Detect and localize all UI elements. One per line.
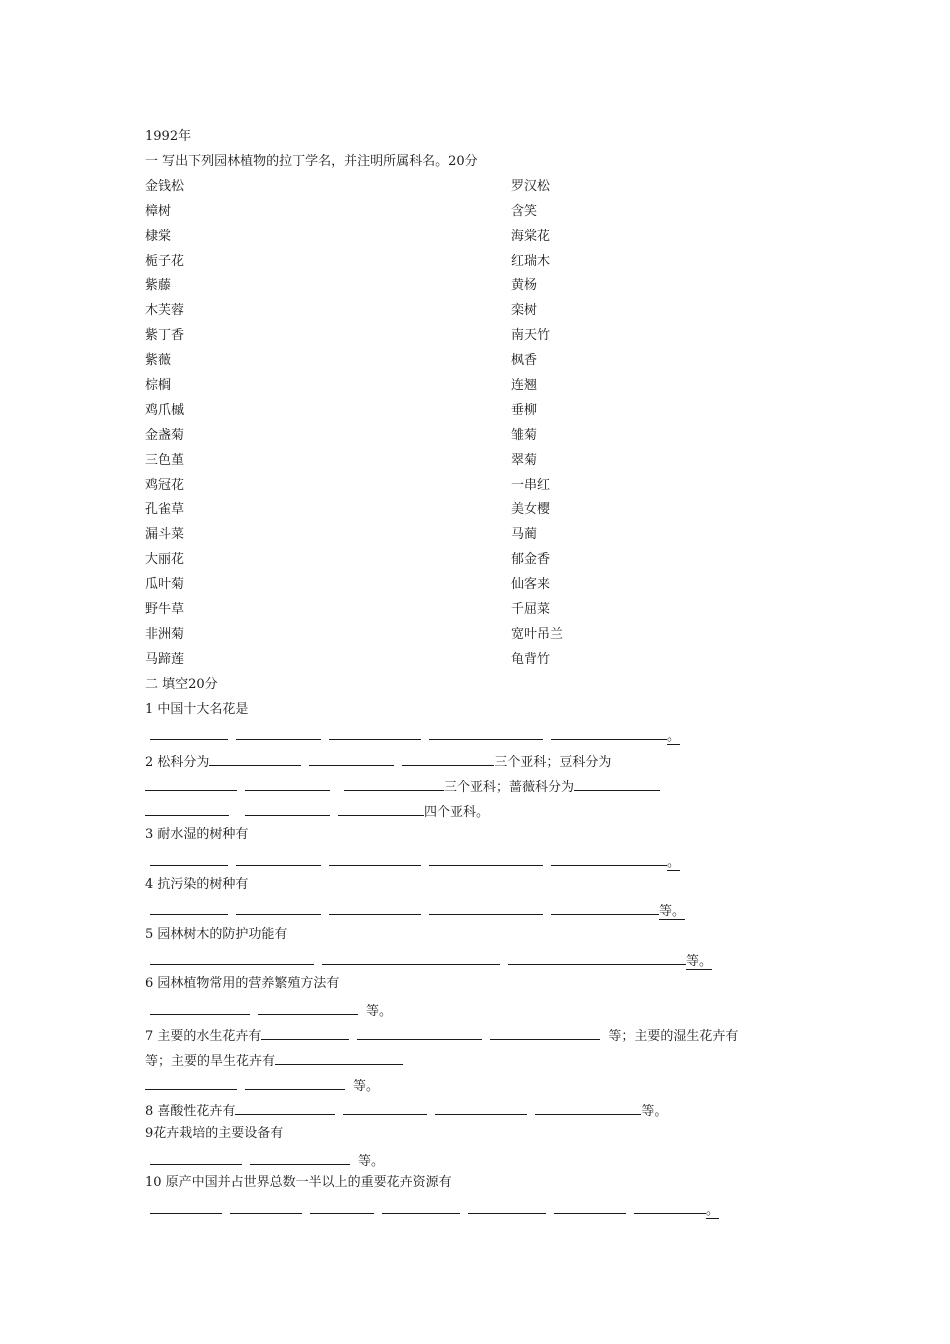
- answer-blank[interactable]: [258, 1000, 358, 1015]
- list-item: 翠菊: [511, 453, 538, 468]
- list-item: 鸡爪槭: [145, 403, 185, 418]
- list-item: 栀子花: [145, 254, 185, 269]
- answer-blank[interactable]: [338, 801, 424, 816]
- answer-blank[interactable]: [382, 1199, 460, 1214]
- answer-blank[interactable]: [261, 1025, 349, 1040]
- list-item: 紫丁香: [145, 328, 185, 343]
- answer-blank[interactable]: [145, 776, 237, 791]
- answer-end-mark: 等。: [353, 1079, 380, 1094]
- answer-end-mark: 等。: [659, 904, 686, 919]
- answer-blank[interactable]: [145, 801, 229, 816]
- answer-blank[interactable]: [150, 900, 228, 915]
- answer-blank[interactable]: [150, 725, 228, 740]
- list-item: 仙客来: [511, 577, 551, 592]
- list-item: 木芙蓉: [145, 303, 185, 318]
- answer-blank[interactable]: [535, 1100, 641, 1115]
- list-item: 含笑: [511, 204, 538, 219]
- list-item: 美女樱: [511, 502, 551, 517]
- answer-blank[interactable]: [435, 1100, 527, 1115]
- answer-blank[interactable]: [150, 1150, 242, 1165]
- list-item: 樟树: [145, 204, 172, 219]
- answer-row-1: [150, 725, 680, 746]
- list-item: 紫藤: [145, 278, 172, 293]
- answer-blank[interactable]: [245, 801, 330, 816]
- answer-blank[interactable]: [245, 776, 330, 791]
- answer-end-mark: 等。: [686, 954, 713, 969]
- answer-row-3: [150, 851, 680, 872]
- answer-blank[interactable]: [329, 900, 421, 915]
- list-item: 非洲菊: [145, 627, 185, 642]
- answer-end-mark: 等。: [366, 1004, 393, 1019]
- list-item: 海棠花: [511, 229, 551, 244]
- answer-end-mark: 等。: [358, 1154, 385, 1169]
- list-item: 枫香: [511, 353, 538, 368]
- answer-blank[interactable]: [402, 751, 494, 766]
- answer-row-5: [150, 950, 712, 971]
- answer-blank[interactable]: [508, 950, 686, 965]
- question-7-text-b: 等；主要的湿生花卉有: [608, 1029, 739, 1044]
- answer-blank[interactable]: [344, 776, 444, 791]
- section1-title: 一 写出下列园林植物的拉丁学名，并注明所属科名。20分: [145, 154, 478, 169]
- list-item: 雏菊: [511, 428, 538, 443]
- question-2-text-d: 四个亚科。: [424, 805, 490, 820]
- year-heading: 1992年: [145, 129, 192, 144]
- answer-blank[interactable]: [245, 1075, 345, 1090]
- list-item: 孔雀草: [145, 502, 185, 517]
- question-2-text-b: 三个亚科；豆科分为: [494, 755, 612, 770]
- answer-blank[interactable]: [250, 1150, 350, 1165]
- list-item: 野牛草: [145, 602, 185, 617]
- answer-row-6: [150, 1000, 392, 1021]
- answer-blank[interactable]: [150, 950, 314, 965]
- question-2-text-a: 2 松科分为: [145, 755, 210, 770]
- question-2-cont: [145, 776, 660, 797]
- answer-blank[interactable]: [236, 900, 321, 915]
- answer-row-10: [150, 1199, 719, 1220]
- list-item: 连翘: [511, 378, 538, 393]
- answer-blank[interactable]: [275, 1050, 403, 1065]
- answer-blank[interactable]: [329, 725, 421, 740]
- question-4: 4 抗污染的树种有: [145, 877, 249, 892]
- list-item: 宽叶吊兰: [511, 627, 564, 642]
- answer-blank[interactable]: [150, 1199, 222, 1214]
- list-item: 马蔺: [511, 527, 538, 542]
- list-item: 瓜叶菊: [145, 577, 185, 592]
- question-7-cont2: [145, 1075, 379, 1096]
- answer-blank[interactable]: [551, 725, 667, 740]
- answer-end-mark: 。: [667, 855, 681, 870]
- list-item: 郁金香: [511, 552, 551, 567]
- answer-row-9: [150, 1150, 384, 1171]
- question-2-text-c: 三个亚科；蔷薇科分为: [444, 780, 575, 795]
- question-7-text-c: 等；主要的旱生花卉有: [145, 1054, 276, 1069]
- answer-blank[interactable]: [551, 900, 659, 915]
- answer-blank[interactable]: [554, 1199, 626, 1214]
- question-7-text-a: 7 主要的水生花卉有: [145, 1029, 262, 1044]
- list-item: 三色堇: [145, 453, 185, 468]
- question-8: [145, 1100, 667, 1121]
- answer-blank[interactable]: [357, 1025, 482, 1040]
- answer-end-mark: 等。: [641, 1104, 668, 1119]
- question-10: 10 原产中国并占世界总数一半以上的重要花卉资源有: [145, 1175, 452, 1190]
- answer-blank[interactable]: [329, 851, 421, 866]
- list-item: 南天竹: [511, 328, 551, 343]
- list-item: 紫薇: [145, 353, 172, 368]
- answer-row-4: [150, 900, 685, 921]
- answer-blank[interactable]: [322, 950, 500, 965]
- answer-blank[interactable]: [490, 1025, 600, 1040]
- answer-blank[interactable]: [230, 1199, 302, 1214]
- answer-blank[interactable]: [429, 900, 543, 915]
- list-item: 棕榈: [145, 378, 172, 393]
- question-7-cont: [145, 1050, 403, 1071]
- answer-blank[interactable]: [574, 776, 660, 791]
- section2-title: 二 填空20分: [145, 677, 218, 692]
- question-8-text: 8 喜酸性花卉有: [145, 1104, 236, 1119]
- list-item: 红瑞木: [511, 254, 551, 269]
- list-item: 金钱松: [145, 179, 185, 194]
- list-item: 鸡冠花: [145, 478, 185, 493]
- answer-blank[interactable]: [150, 1000, 250, 1015]
- answer-end-mark: 。: [667, 729, 681, 744]
- question-6: 6 园林植物常用的营养繁殖方法有: [145, 976, 340, 991]
- list-item: 栾树: [511, 303, 538, 318]
- answer-blank[interactable]: [551, 851, 667, 866]
- answer-end-mark: 。: [706, 1203, 720, 1218]
- list-item: 大丽花: [145, 552, 185, 567]
- answer-blank[interactable]: [309, 751, 394, 766]
- answer-blank[interactable]: [209, 751, 301, 766]
- answer-blank[interactable]: [429, 851, 543, 866]
- question-7: [145, 1025, 738, 1046]
- question-3: 3 耐水湿的树种有: [145, 827, 249, 842]
- list-item: 千屈菜: [511, 602, 551, 617]
- answer-blank[interactable]: [343, 1100, 427, 1115]
- question-2-cont2: [145, 801, 489, 822]
- question-5: 5 园林树木的防护功能有: [145, 927, 288, 942]
- list-item: 漏斗菜: [145, 527, 185, 542]
- answer-blank[interactable]: [236, 851, 321, 866]
- answer-blank[interactable]: [236, 725, 321, 740]
- list-item: 金盏菊: [145, 428, 185, 443]
- list-item: 马蹄莲: [145, 652, 185, 667]
- answer-blank[interactable]: [235, 1100, 335, 1115]
- question-2: [145, 751, 611, 772]
- question-1: 1 中国十大名花是: [145, 702, 249, 717]
- answer-blank[interactable]: [468, 1199, 546, 1214]
- answer-blank[interactable]: [634, 1199, 706, 1214]
- answer-blank[interactable]: [145, 1075, 237, 1090]
- list-item: 棣棠: [145, 229, 172, 244]
- list-item: 罗汉松: [511, 179, 551, 194]
- answer-blank[interactable]: [150, 851, 228, 866]
- list-item: 龟背竹: [511, 652, 551, 667]
- list-item: 一串红: [511, 478, 551, 493]
- answer-blank[interactable]: [310, 1199, 374, 1214]
- list-item: 黄杨: [511, 278, 538, 293]
- question-9: 9花卉栽培的主要设备有: [145, 1126, 284, 1141]
- answer-blank[interactable]: [429, 725, 543, 740]
- list-item: 垂柳: [511, 403, 538, 418]
